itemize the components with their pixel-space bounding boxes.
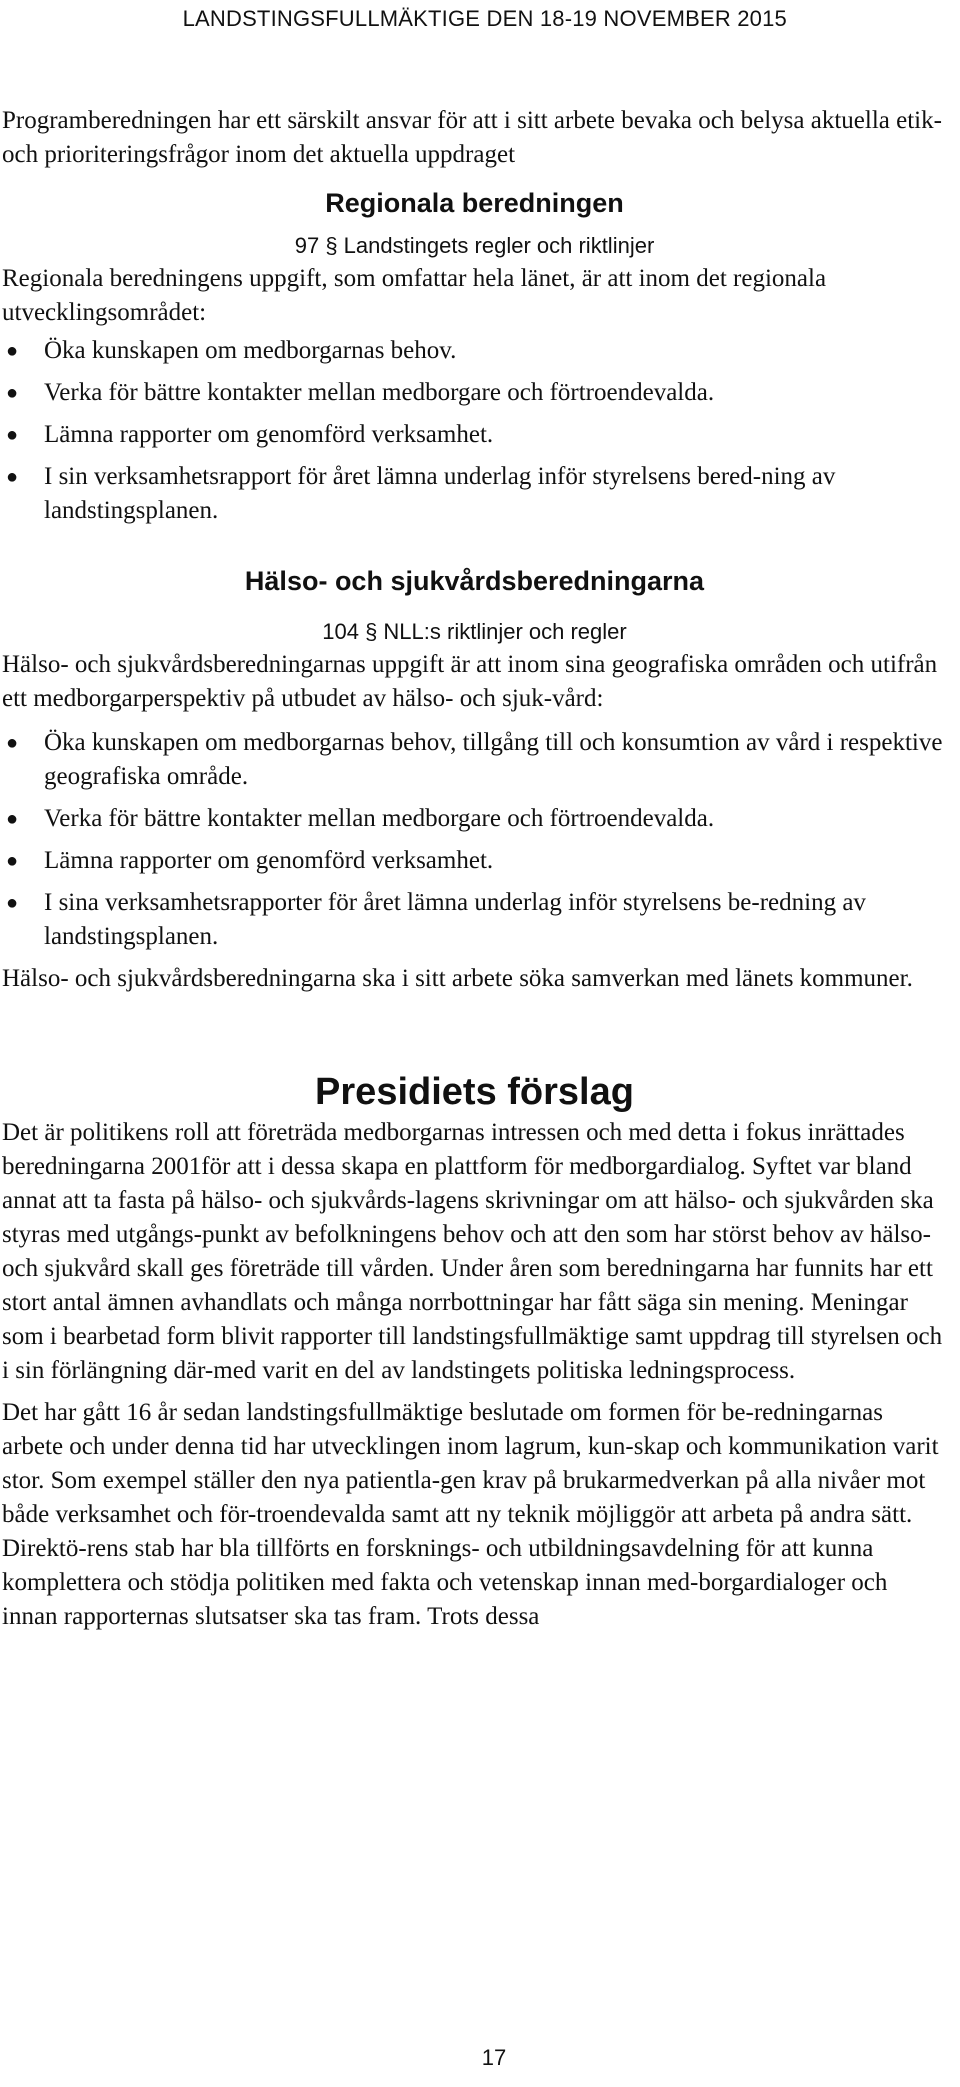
intro-paragraph: Programberedningen har ett särskilt ansvar för att i sitt arbete bevaka och belysa aktuella etik- och prioriteringsfrågor inom det aktuella uppdraget xyxy=(2,107,942,168)
regional-lead: Regionala beredningens uppgift, som omfattar hela länet, är att inom det regionala utvecklingsområdet: xyxy=(2,265,827,326)
bullet-icon: ● xyxy=(6,340,19,362)
bullet-icon: ● xyxy=(6,808,19,830)
document-body xyxy=(2,104,947,1634)
list-item: ● I sin verksamhetsrapport för året lämna underlag inför styrelsens bered-ning av landstingsplanen. xyxy=(2,460,947,528)
list-item: ● Öka kunskapen om medborgarnas behov. xyxy=(2,334,947,368)
bullet-icon: ● xyxy=(6,466,19,488)
list-item: ● Verka för bättre kontakter mellan medborgare och förtroendevalda. xyxy=(2,376,947,410)
bullet-icon: ● xyxy=(6,892,19,914)
presidiet-paragraph-1: Det är politikens roll att företräda medborgarnas intressen och med detta i fokus inrättades beredningarna 2001för att i dessa skapa en plattform för medborgardialog. Syftet var bland annat att ta fasta på hälso- och sjukvårds-lagens skrivningar om att hälso- och sjukvården ska styras med utgångs-punkt av befolkningens behov och att den som har störst behov av hälso- och sjukvård skall ges företräde till vården. Under åren som beredningarna har funnits har ett stort antal ämnen avhandlats och många norrbottningar har fått säga sin mening. Meningar som i bearbetad form blivit rapporter till landstingsfullmäktige samt uppdrag till styrelsen och i sin förlängning där-med varit en del av landstingets politiska ledningsprocess. xyxy=(2,1119,943,1384)
list-item: ● Lämna rapporter om genomförd verksamhet. xyxy=(2,418,947,452)
bullet-icon: ● xyxy=(6,850,19,872)
halso-heading: Hälso- och sjukvårdsberedningarna xyxy=(244,566,705,596)
list-item: ● I sina verksamhetsrapporter för året lämna underlag inför styrelsens be-redning av landstingsplanen. xyxy=(2,886,947,954)
list-item: ● Verka för bättre kontakter mellan medborgare och förtroendevalda. xyxy=(2,802,947,836)
bullet-icon: ● xyxy=(6,382,19,404)
page-header xyxy=(0,6,960,32)
halso-reference: 104 § NLL:s riktlinjer och regler xyxy=(322,619,627,644)
bullet-icon: ● xyxy=(6,424,19,446)
regional-heading: Regionala beredningen xyxy=(325,188,624,218)
page-number: 17 xyxy=(481,2045,507,2070)
halso-list xyxy=(2,726,947,954)
bullet-icon: ● xyxy=(6,732,19,754)
list-item: ● Lämna rapporter om genomförd verksamhet. xyxy=(2,844,947,878)
presidiet-heading: Presidiets förslag xyxy=(315,1071,634,1113)
page-footer xyxy=(0,2045,960,2071)
list-item: ● Öka kunskapen om medborgarnas behov, tillgång till och konsumtion av vård i respektive geografiska område. xyxy=(2,726,947,794)
presidiet-paragraph-2: Det har gått 16 år sedan landstingsfullmäktige beslutade om formen för be-redningarnas arbete och under denna tid har utvecklingen inom lagrum, kun-skap och kommunikation varit stor. Som exempel ställer den nya patientla-gen krav på brukarmedverkan på alla nivåer mot både verksamhet och för-troendevalda samt att ny teknik möjliggör att arbeta på andra sätt. Direktö-rens stab har bla tillförts en forsknings- och utbildningsavdelning för att kunna komplettera och stödja politiken med fakta och vetenskap innan med-borgardialoger och innan rapporternas slutsatser ska tas fram. Trots dessa xyxy=(2,1399,939,1630)
header-title: LANDSTINGSFULLMÄKTIGE DEN 18-19 NOVEMBER 2015 xyxy=(182,6,787,31)
regional-reference: 97 § Landstingets regler och riktlinjer xyxy=(294,233,655,258)
halso-closing: Hälso- och sjukvårdsberedningarna ska i sitt arbete söka samverkan med länets kommuner. xyxy=(2,965,913,992)
regional-list xyxy=(2,334,947,528)
halso-lead: Hälso- och sjukvårdsberedningarnas uppgift är att inom sina geografiska områden och utifrån ett medborgarperspektiv på utbudet av hälso- och sjuk-vård: xyxy=(2,651,938,712)
